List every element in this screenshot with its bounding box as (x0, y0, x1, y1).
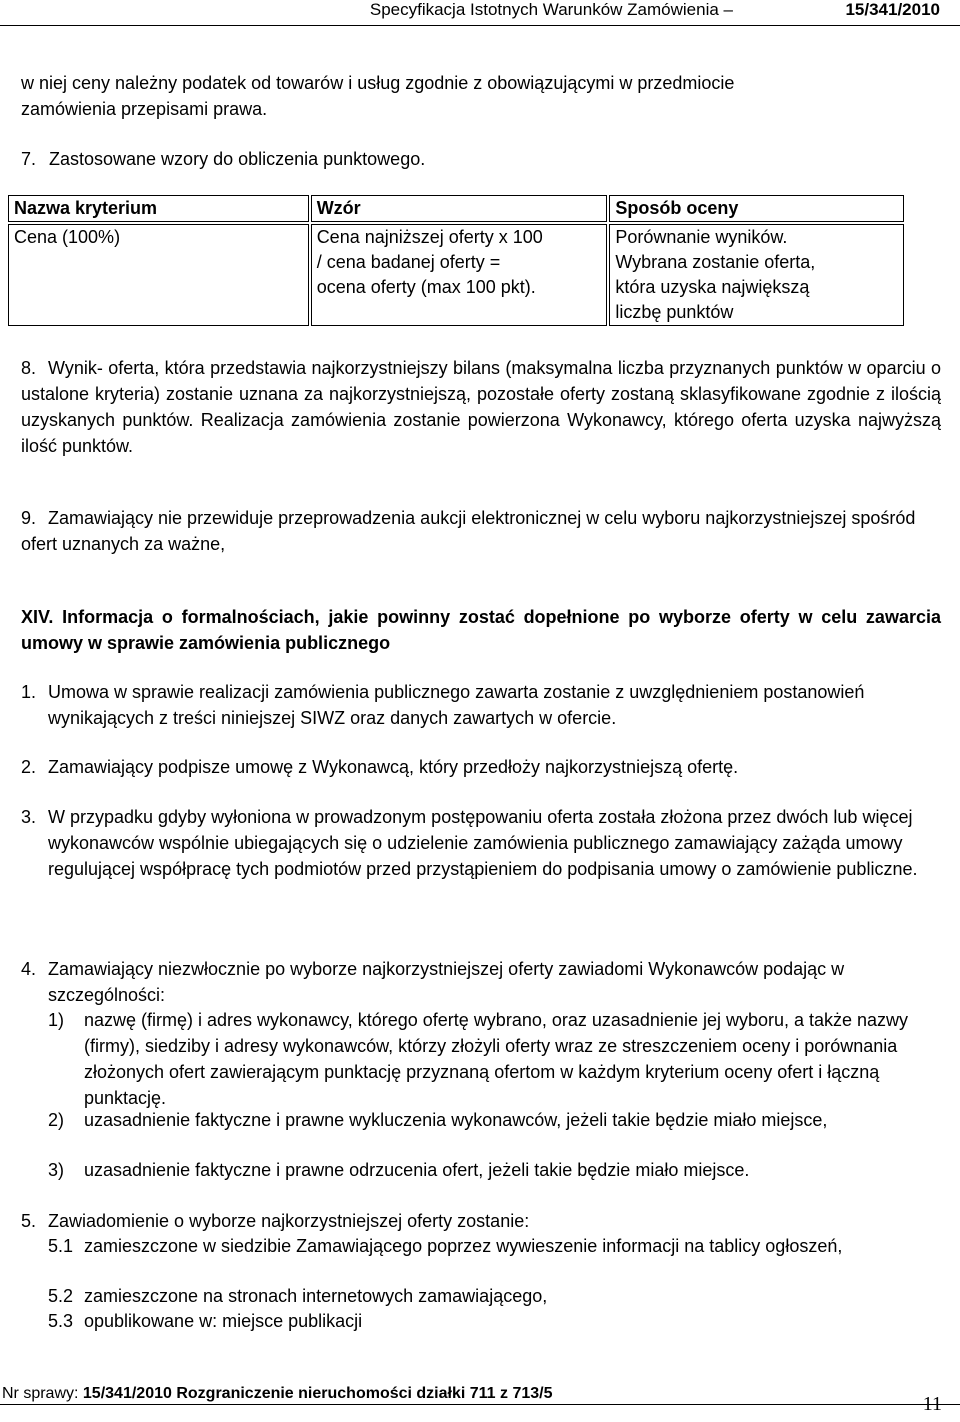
item-5-3 (48, 1308, 918, 1334)
item-5-3-num: 5.3 (48, 1311, 74, 1331)
footer-rule (0, 1404, 960, 1405)
item-5-2 (48, 1283, 918, 1309)
section-9-num: 9. (21, 508, 37, 528)
subitem-3 (48, 1157, 943, 1183)
item-5-num: 5. (21, 1211, 37, 1231)
section-7-num: 7. (21, 149, 37, 169)
item-2-text: Zamawiający podpisze umowę z Wykonawcą, który przedłoży najkorzystniejszą ofertę. (48, 757, 739, 777)
criteria-row (8, 224, 904, 326)
item-5-3-text: opublikowane w: miejsce publikacji (84, 1311, 363, 1331)
intro-line-1: w niej ceny należny podatek od towarów i usług zgodnie z obowiązującymi w przedmiocie (21, 73, 735, 93)
section-8 (21, 355, 941, 459)
chapter-xiv-num: XIV. (21, 607, 54, 627)
footer-case: 15/341/2010 (82, 1385, 172, 1402)
section-9-text: Zamawiający nie przewiduje przeprowadzenia aukcji elektronicznej w celu wyboru najkorzystniejszej spośród ofert uznanych za ważne, (21, 508, 916, 554)
header-title: Specyfikacja Istotnych Warunków Zamówienia – (369, 0, 733, 19)
method-line-3: która uzyska największą (615, 277, 810, 297)
formula-line-1: Cena najniższej oferty x 100 (316, 227, 543, 247)
subitem-2 (48, 1107, 908, 1133)
subitem-1 (48, 1007, 943, 1111)
subitem-1-num: 1) (48, 1010, 65, 1030)
item-3-text: W przypadku gdyby wyłoniona w prowadzonym postępowaniu oferta została złożona przez dwóch lub więcej wykonawców wspólnie ubiegających się o udzielenie zamówienia publicznego zamawiający zażąda umowy regulującej współpracę tych podmiotów przed przystąpieniem do podpisania umowy o zamówienie publiczne. (48, 807, 918, 879)
cell-method (609, 224, 904, 326)
intro-line-2: zamówienia przepisami prawa. (21, 99, 268, 119)
footer-text (2, 1384, 553, 1404)
header-rule (0, 25, 960, 26)
item-2 (21, 754, 941, 780)
method-line-1: Porównanie wyników. (615, 227, 788, 247)
subitem-2-num: 2) (48, 1110, 65, 1130)
formula-line-2: / cena badanej oferty = (316, 252, 501, 272)
item-5-2-num: 5.2 (48, 1286, 74, 1306)
cell-criterion-name (8, 224, 309, 326)
item-5-1-num: 5.1 (48, 1236, 74, 1256)
subitem-1-text: nazwę (firmę) i adres wykonawcy, którego ofertę wybrano, oraz uzasadnienie jej wyboru, a także nazwy (firmy), siedziby i adresy wykonawców, którzy złożyli oferty wraz ze streszczeniem oceny i porównania złożonych ofert zawierającym punktację przyznaną ofertom w każdym kryterium oceny ofert i łączną punktację. (84, 1010, 909, 1108)
header-cell-name: Nazwa kryterium (8, 195, 309, 222)
section-8-text: Wynik- oferta, która przedstawia najkorzystniejszy bilans (maksymalna liczba przyznanych punktów w oparciu o ustalone kryteria) zostanie uznana za najkorzystniejszą, pozostałe oferty zostaną sklasyfikowane zgodnie z ilością uzyskanych punktów. Realizacja zamówienia zostanie powierzona Wykonawcy, którego oferta uzyska najwyższą ilość punktów. (21, 358, 941, 456)
chapter-xiv-title: Informacja o formalnościach, jakie powinny zostać dopełnione po wyborze oferty w celu zawarcia umowy w sprawie zamówienia publicznego (21, 607, 941, 653)
item-1 (21, 679, 941, 731)
header-number: 15/341/2010 (845, 0, 940, 19)
subitem-2-text: uzasadnienie faktyczne i prawne wykluczenia wykonawców, jeżeli takie będzie miało miejsce, (84, 1110, 828, 1130)
header-cell-method: Sposób oceny (609, 195, 904, 222)
item-1-num: 1. (21, 682, 37, 702)
criteria-header-row (8, 195, 904, 222)
item-4 (21, 956, 901, 1008)
item-3-num: 3. (21, 807, 37, 827)
subitem-3-text: uzasadnienie faktyczne i prawne odrzucenia ofert, jeżeli takie będzie miało miejsce. (84, 1160, 750, 1180)
section-8-num: 8. (21, 358, 37, 378)
item-5-1-text: zamieszczone w siedzibie Zamawiającego poprzez wywieszenie informacji na tablicy ogłoszeń, (84, 1236, 843, 1256)
footer-title: Rozgraniczenie nieruchomości działki 711 z 713/5 (176, 1385, 553, 1402)
footer-label: Nr sprawy: (2, 1385, 79, 1402)
method-line-4: liczbę punktów (615, 302, 734, 322)
intro-paragraph (21, 70, 941, 122)
item-1-text: Umowa w sprawie realizacji zamówienia publicznego zawarta zostanie z uwzględnieniem postanowień wynikających z treści niniejszej SIWZ oraz danych zawartych w ofercie. (48, 682, 865, 728)
section-7-text: Zastosowane wzory do obliczenia punktowego. (49, 149, 426, 169)
item-4-num: 4. (21, 959, 37, 979)
item-5 (21, 1208, 941, 1234)
section-7 (21, 146, 941, 172)
header-cell-formula: Wzór (311, 195, 608, 222)
item-5-2-text: zamieszczone na stronach internetowych zamawiającego, (84, 1286, 548, 1306)
cell-formula (311, 224, 608, 326)
item-2-num: 2. (21, 757, 37, 777)
subitem-3-num: 3) (48, 1160, 65, 1180)
formula-line-3: ocena oferty (max 100 pkt). (316, 277, 536, 297)
criteria-table (6, 193, 906, 328)
method-line-2: Wybrana zostanie oferta, (615, 252, 816, 272)
page-header (0, 0, 960, 30)
page-number: 11 (922, 1393, 942, 1415)
criterion-name: Cena (100%) (14, 227, 121, 247)
section-9 (21, 505, 941, 557)
item-5-text: Zawiadomienie o wyborze najkorzystniejszej oferty zostanie: (48, 1211, 530, 1231)
item-4-text: Zamawiający niezwłocznie po wyborze najkorzystniejszej oferty zawiadomi Wykonawców podając w szczególności: (48, 959, 845, 1005)
item-3 (21, 804, 921, 882)
item-5-1 (48, 1233, 918, 1259)
chapter-xiv (21, 604, 941, 656)
